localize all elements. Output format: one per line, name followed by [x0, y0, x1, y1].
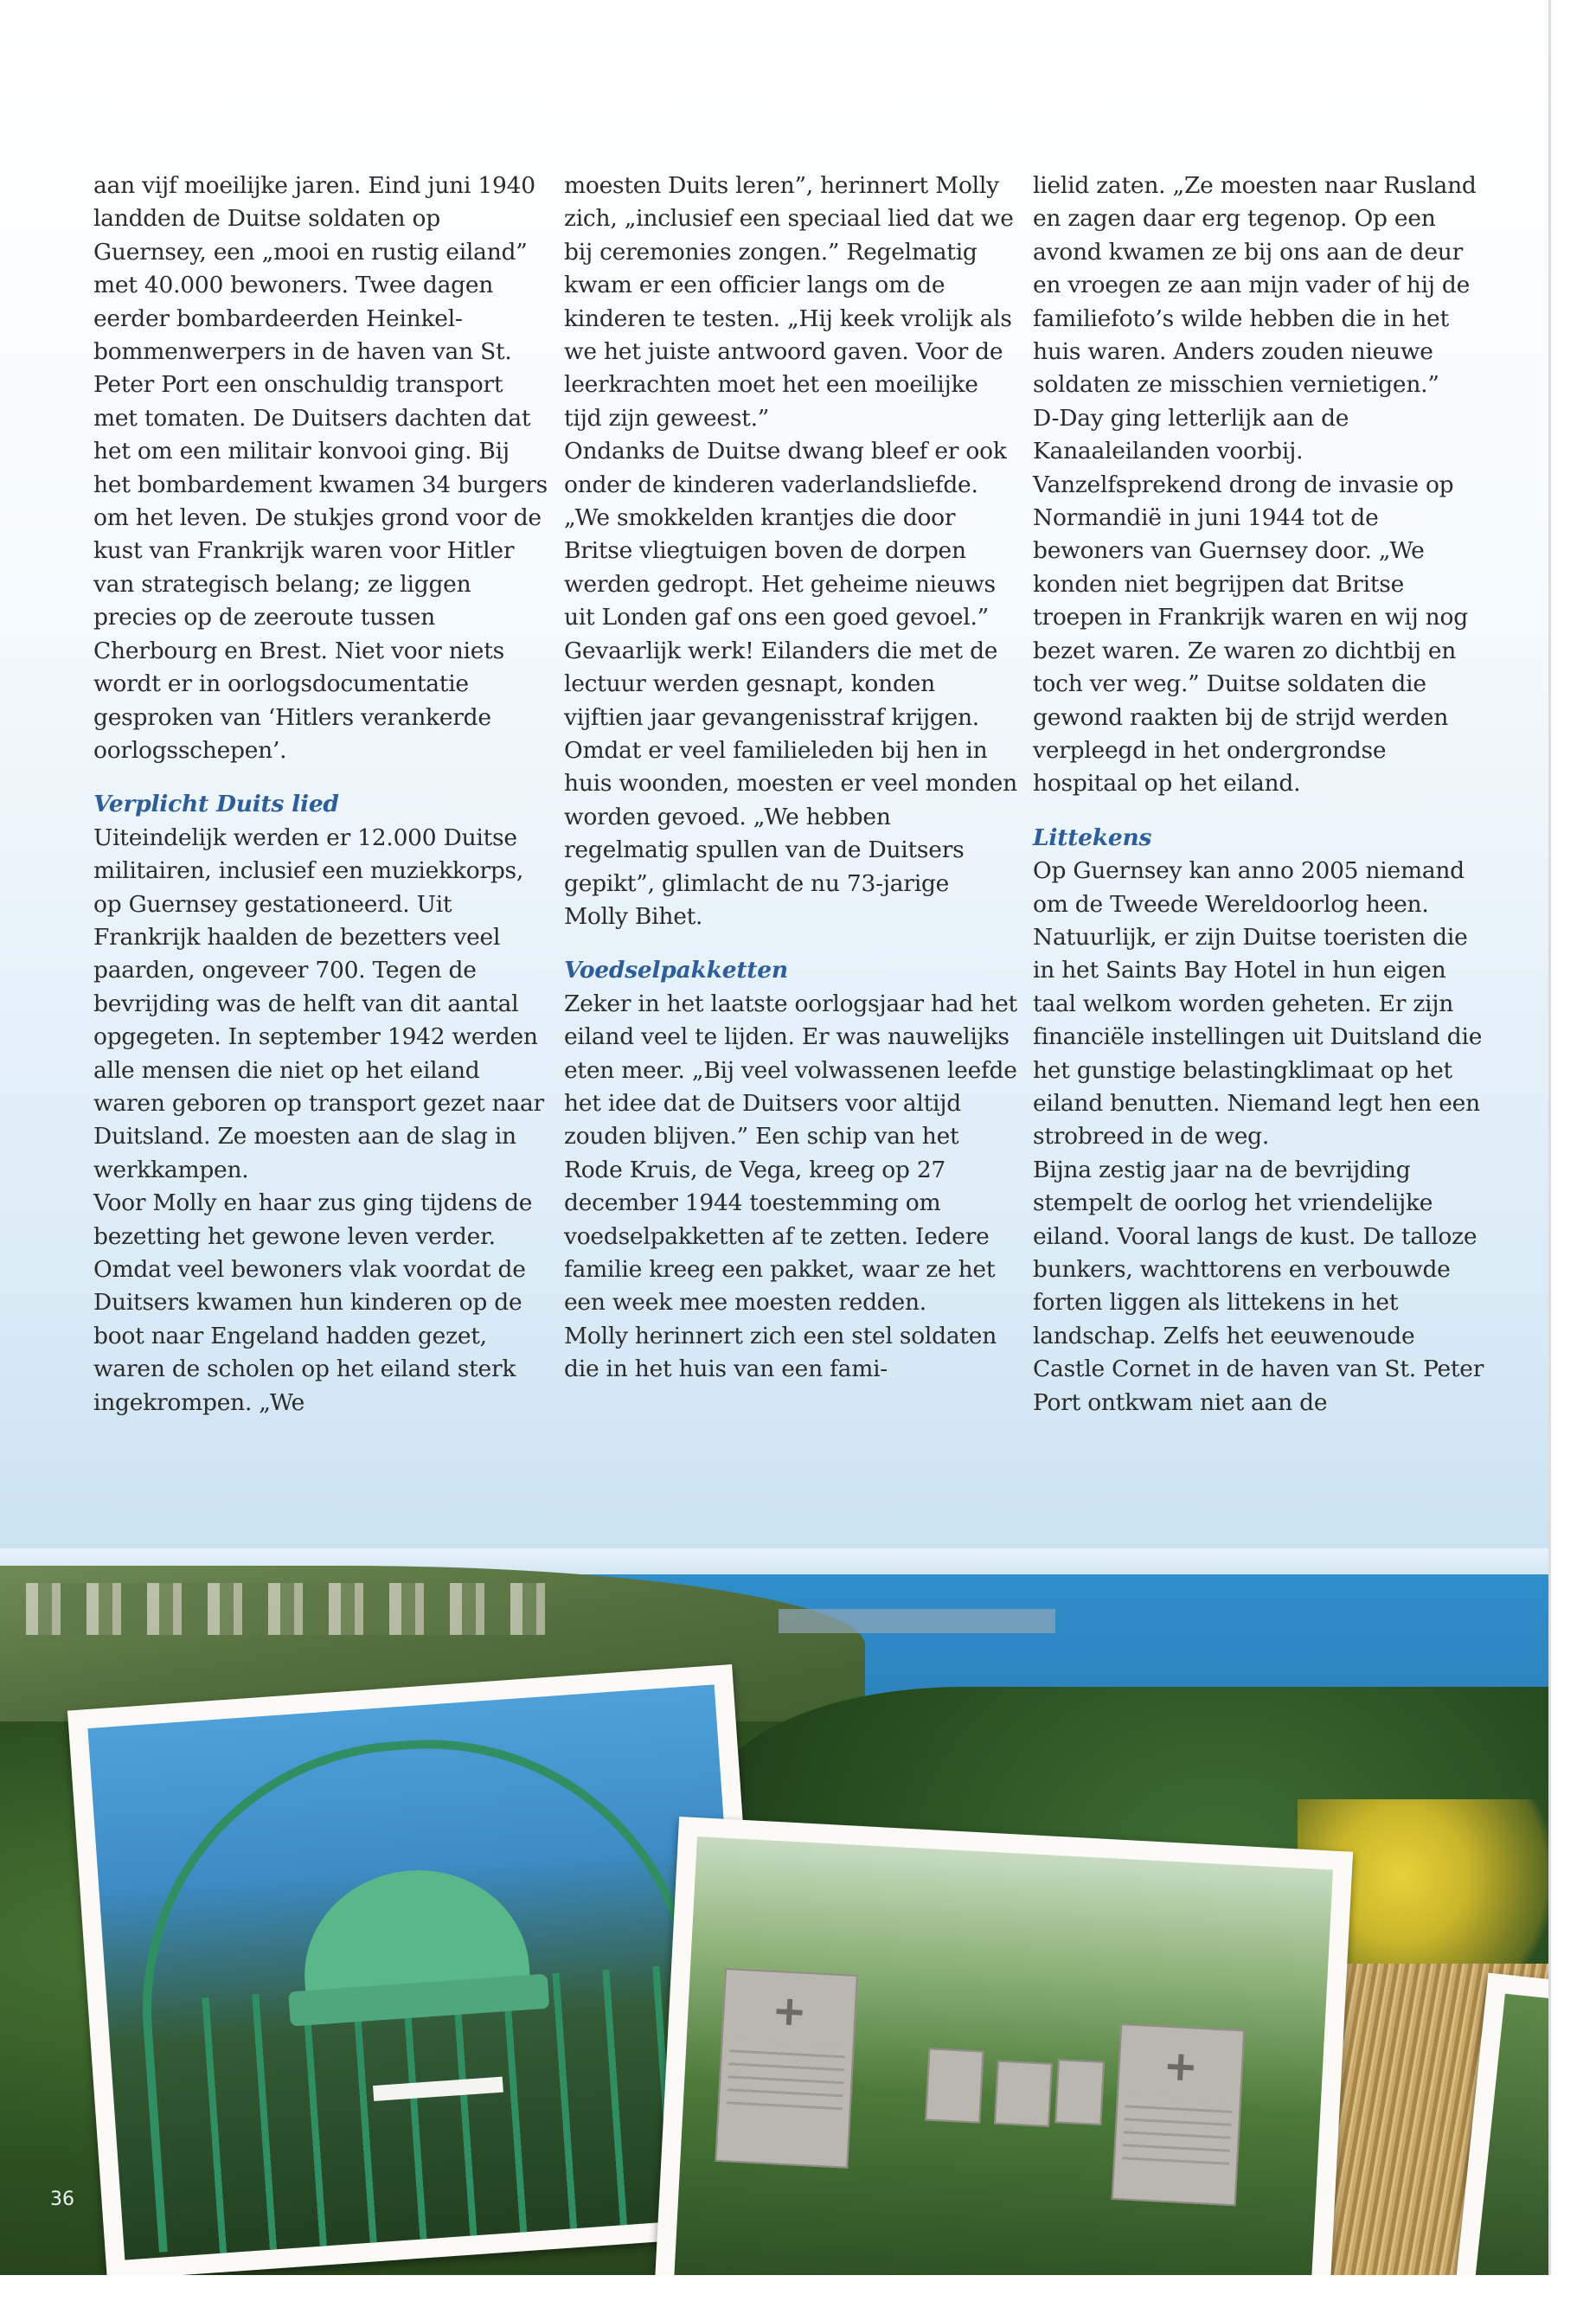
cemetery-photo-image — [674, 1836, 1333, 2275]
paragraph: lielid zaten. „Ze moesten naar Rusland en zagen daar erg tegenop. Op een avond kwamen ze bij ons aan de deur en vroegen ze aan mijn vader of hij de familiefoto’s wilde hebben die in het huis waren. Anders zouden nieuwe soldaten ze misschien vernietigen.” — [1033, 172, 1477, 399]
cross-icon — [776, 1998, 804, 2026]
page-number: 36 — [50, 2189, 74, 2210]
paragraph: Molly herinnert zich een stel soldaten die in het huis van een fami- — [564, 1322, 997, 1383]
gravestone-inscription — [1122, 2094, 1233, 2169]
gravestone — [715, 1968, 858, 2169]
paragraph: Ondanks de Duitse dwang bleef er ook onder de kinderen vaderlandsliefde. „We smokkelden krantjes die door Britse vliegtuigen boven de dorpen werden gedropt. Het geheime nieuws uit Londen gaf ons een goed gevoel.” Gevaarlijk werk! Eilanders die met de lectuur werden gesnapt, konden vijftien jaar gevangenisstraf krijgen. Omdat er veel familieleden bij hen in huis woonden, moesten er veel monden worden gevoed. „We hebben regelmatig spullen van de Duitsers gepikt”, glimlacht de nu 73-jarige Molly Bihet. — [564, 438, 1017, 930]
text-column-2 — [564, 170, 1018, 1387]
harbour — [779, 1609, 1055, 1633]
gravestone-inscription — [727, 2039, 846, 2114]
gravestone-small — [925, 2048, 984, 2123]
village-houses — [26, 1583, 545, 1635]
text-column-3 — [1033, 170, 1487, 1420]
paragraph: Uiteindelijk werden er 12.000 Duitse militairen, inclusief een muziekkorps, op Guernsey gestationeerd. Uit Frankrijk haalden de bezetters veel paarden, ongeveer 700. Tegen de bevrijding was de helft van dit aantal opgegeten. In september 1942 werden alle mensen die niet op het eiland waren geboren op transport gezet naar Duitsland. Ze moesten aan de slag in werkkampen. — [93, 824, 544, 1183]
section-heading: Littekens — [1033, 824, 1152, 851]
gravestone — [1112, 2023, 1245, 2206]
paragraph: aan vijf moeilijke jaren. Eind juni 1940 landden de Duitse soldaten op Guernsey, een „mooi en rustig eiland” met 40.000 bewoners. Twee dagen eerder bombardeerden Heinkel-bommenwerpers in de haven van St. Peter Port een onschuldig transport met tomaten. De Duitsers dachten dat het om een militair konvooi ging. Bij het bombardement kwamen 34 burgers om het leven. De stukjes grond voor de kust van Frankrijk waren voor Hitler van strategisch belang; ze liggen precies op de zeeroute tussen Cherbourg en Brest. Niet voor niets wordt er in oorlogsdocumentatie gesproken van ‘Hitlers verankerde oorlogsschepen’. — [93, 172, 548, 764]
section-heading: Voedselpakketten — [564, 957, 788, 984]
partial-photo-image — [1475, 1994, 1548, 2275]
cross-icon — [1167, 2054, 1195, 2081]
paragraph: Op Guernsey kan anno 2005 niemand om de Tweede Wereldoorlog heen. Natuurlijk, er zijn Duitse toeristen die in het Saints Bay Hotel in hun eigen taal welkom worden geheten. Er zijn financiële instellingen uit Duitsland die het gunstige belastingklimaat op het eiland benutten. Niemand legt hen een strobreed in de weg. — [1033, 857, 1483, 1150]
gate-photo-image — [87, 1684, 751, 2259]
paragraph: Voor Molly en haar zus ging tijdens de bezetting het gewone leven verder. Omdat veel bewoners vlak voordat de Duitsers kwamen hun kinderen op de boot naar Engeland hadden gezet, waren de scholen op het eiland sterk ingekrompen. „We — [93, 1189, 533, 1416]
gravestone-small — [994, 2061, 1053, 2127]
paragraph: D-Day ging letterlijk aan de Kanaaleilanden voorbij. Vanzelfsprekend drong de invasie op Normandië in juni 1944 tot de bewoners van Guernsey door. „We konden niet begrijpen dat Britse troepen in Frankrijk waren en wij nog bezet waren. Ze waren zo dichtbij en toch ver weg.” Duitse soldaten die gewond raakten bij de strijd werden verpleegd in het ondergrondse hospitaal op het eiland. — [1033, 404, 1468, 798]
section-heading: Verplicht Duits lied — [93, 791, 339, 818]
gravestone-small — [1054, 2059, 1105, 2125]
text-column-1 — [93, 170, 548, 1420]
paragraph: moesten Duits leren”, herinnert Molly zich, „inclusief een speciaal lied dat we bij ceremonies zongen.” Regelmatig kwam er een officier langs om de kinderen te testen. „Hij keek vrolijk als we het juiste antwoord gaven. Voor de leerkrachten moet het een moeilijke tijd zijn geweest.” — [564, 172, 1014, 432]
cemetery-photo — [654, 1817, 1353, 2275]
paragraph: Zeker in het laatste oorlogsjaar had het eiland veel te lijden. Er was nauwelijks eten meer. „Bij veel volwassenen leefde het idee dat de Duitsers voor altijd zouden blijven.” Een schip van het Rode Kruis, de Vega, kreeg op 27 december 1944 toestemming om voedselpakketten af te zetten. Iedere familie kreeg een pakket, waar ze het een week mee moesten redden. — [564, 990, 1017, 1317]
paragraph: Bijna zestig jaar na de bevrijding stempelt de oorlog het vriendelijke eiland. Vooral langs de kust. De talloze bunkers, wachttorens en verbouwde forten liggen als littekens in het landschap. Zelfs het eeuwenoude Castle Cornet in de haven van St. Peter Port ontkwam niet aan de — [1033, 1156, 1484, 1416]
coastal-landscape-photo — [0, 1548, 1548, 2275]
